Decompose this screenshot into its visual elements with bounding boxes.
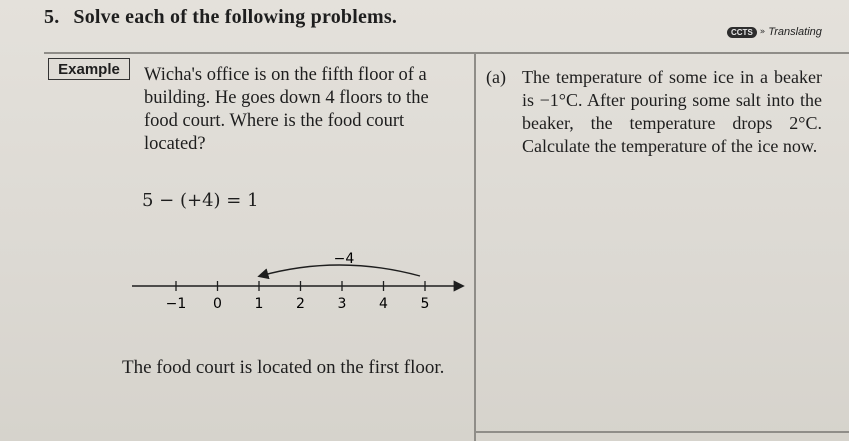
table-top-rule [44,52,849,54]
exercise-instruction: Solve each of the following problems. [73,6,398,28]
example-equation: 5 − (+4) = 1 [142,190,259,211]
exercise-number: 5. [44,6,60,28]
number-line-tick-label: 3 [337,296,347,312]
number-line-tick-label: 1 [254,296,264,312]
column-divider [474,52,476,441]
jump-label: −4 [333,251,355,267]
part-a-label: (a) [486,67,506,87]
number-line-tick-label: 0 [213,296,222,312]
example-label: Example [48,58,130,80]
double-arrow-icon: » [759,27,766,37]
number-line-tick-label: −1 [165,296,187,312]
ccts-badge: CCTS [727,27,757,38]
example-problem: Wicha's office is on the fifth floor of a building. He goes down 4 floors to the food court. Where is the food court located? [144,65,429,154]
example-answer: The food court is located on the first floor. [122,357,445,378]
number-line [126,246,471,316]
skill-label: Translating [768,26,822,38]
number-line-tick-label: 4 [379,296,388,312]
part-a-text: The temperature of some ice in a beaker is −1°C. After pouring some salt into the beaker, the temperature drops 2°C. Calculate the temperature of the ice now. [522,67,822,156]
number-line-tick-label: 5 [420,296,430,312]
number-line-tick-label: 2 [296,296,305,312]
exercise-heading [44,6,397,29]
row-divider [474,431,849,433]
skill-badge [727,26,822,38]
